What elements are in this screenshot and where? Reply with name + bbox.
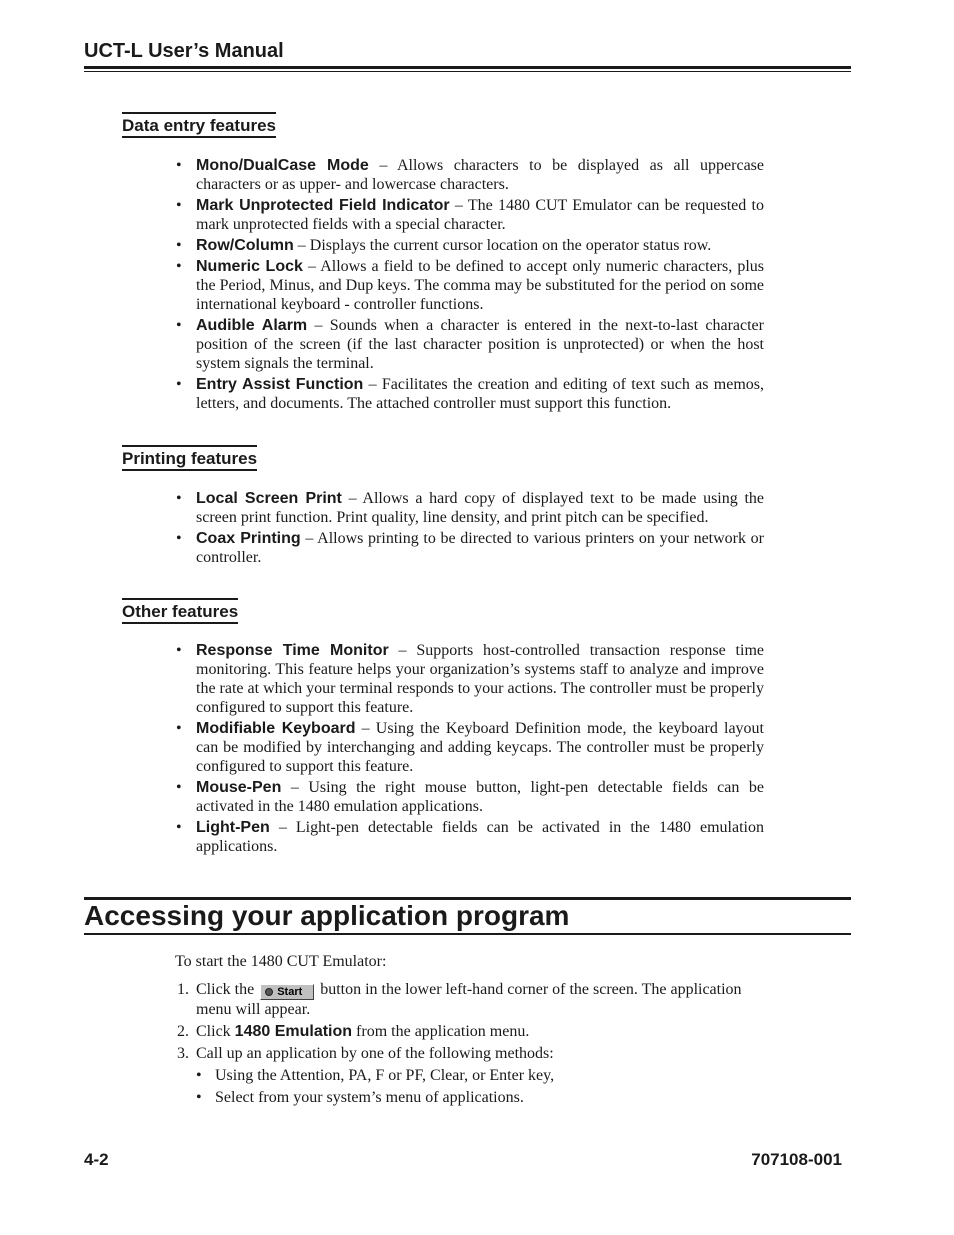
feature-term: Audible Alarm — [196, 317, 308, 334]
step-number: 2. — [177, 1023, 189, 1040]
step-item — [175, 980, 764, 1019]
section-heading-printing: Printing features — [122, 445, 257, 471]
feature-description: – Facilitates the creation and editing of text such as memos, letters, and documents. The attached controller must support this function. — [196, 376, 764, 412]
feature-description: – Sounds when a character is entered in the next-to-last character position of the screen (if the last character position is unprotected) or when the host system signals the terminal. — [196, 317, 764, 372]
feature-description: – The 1480 CUT Emulator can be requested to mark unprotected fields with a special character. — [196, 197, 765, 233]
list-item — [176, 529, 764, 567]
list-item — [176, 257, 764, 314]
feature-term: Local Screen Print — [196, 490, 342, 507]
list-item — [176, 316, 764, 373]
list-item — [176, 818, 764, 856]
step-item — [175, 1022, 764, 1041]
feature-description: – Allows a hard copy of displayed text to be made using the screen print function. Print quality, line density, and print pitch can be specified. — [196, 490, 764, 526]
section-heading-other: Other features — [122, 598, 238, 624]
list-item — [176, 375, 764, 413]
document-number: 707108-001 — [751, 1150, 842, 1169]
section-heading-data-entry: Data entry features — [122, 112, 276, 138]
feature-term: Coax Printing — [196, 530, 301, 547]
intro-text: To start the 1480 CUT Emulator: — [175, 953, 387, 970]
list-item — [176, 236, 764, 255]
method-list — [196, 1066, 764, 1107]
feature-term: Light-Pen — [196, 819, 270, 836]
feature-term: Response Time Monitor — [196, 642, 389, 659]
other-feature-list — [176, 641, 764, 858]
major-heading-rule-bottom — [84, 933, 851, 935]
feature-term: Mouse-Pen — [196, 779, 282, 796]
step-text: button in the lower left-hand corner of the screen. The application menu will appear. — [196, 981, 742, 1018]
header-rule — [84, 66, 851, 69]
step-text: Call up an application by one of the following methods: — [196, 1045, 554, 1062]
list-item — [176, 196, 764, 234]
feature-description: – Supports host-controlled transaction response time monitoring. This feature helps your organization’s systems staff to analyze and improve the rate at which your terminal responds to your actions. The controller must be properly configured to support this feature. — [196, 642, 764, 716]
step-number: 1. — [177, 981, 189, 998]
running-header: UCT-L User’s Manual — [84, 40, 284, 62]
start-button-image — [260, 984, 314, 1000]
step-item — [175, 1044, 764, 1107]
start-logo-icon — [265, 988, 273, 996]
step-text: Click — [196, 1023, 235, 1040]
data-entry-feature-list — [176, 156, 764, 415]
list-item — [176, 156, 764, 194]
printing-feature-list — [176, 489, 764, 569]
list-item: • Select from your system’s menu of applications. — [196, 1088, 764, 1107]
menu-item-name: 1480 Emulation — [234, 1023, 353, 1040]
feature-term: Row/Column — [196, 237, 294, 254]
feature-description: – Using the right mouse button, light-pen detectable fields can be activated in the 1480 emulation applications. — [196, 779, 764, 815]
list-item — [176, 489, 764, 527]
list-item — [176, 719, 764, 776]
feature-description: – Allows printing to be directed to various printers on your network or controller. — [196, 530, 764, 566]
start-button-label: Start — [277, 985, 303, 998]
feature-term: Mono/DualCase Mode — [196, 157, 369, 174]
steps-list — [175, 980, 764, 1110]
feature-term: Mark Unprotected Field Indicator — [196, 197, 450, 214]
list-item — [176, 778, 764, 816]
list-item — [176, 641, 764, 717]
feature-description: – Using the Keyboard Definition mode, the keyboard layout can be modified by interchanging and adding keycaps. The controller must be properly configured to support this feature. — [196, 720, 764, 775]
feature-description: – Allows a field to be defined to accept only numeric characters, plus the Period, Minus, and Dup keys. The comma may be substituted for the period on some international keyboard - controller functions. — [196, 258, 764, 313]
feature-description: – Displays the current cursor location on the operator status row. — [293, 237, 712, 254]
feature-description: – Light-pen detectable fields can be activated in the 1480 emulation applications. — [196, 819, 764, 855]
step-text: Click the — [196, 981, 255, 998]
feature-description: – Allows characters to be displayed as all uppercase characters or as upper- and lowercase characters. — [196, 157, 765, 193]
page-number: 4-2 — [84, 1150, 109, 1169]
feature-term: Numeric Lock — [196, 258, 303, 275]
step-text: from the application menu. — [352, 1023, 530, 1040]
feature-term: Entry Assist Function — [196, 376, 364, 393]
header-rule-thin — [84, 71, 851, 72]
step-number: 3. — [177, 1045, 189, 1062]
list-item: • Using the Attention, PA, F or PF, Clear, or Enter key, — [196, 1066, 764, 1085]
feature-term: Modifiable Keyboard — [196, 720, 356, 737]
major-heading: Accessing your application program — [84, 900, 570, 931]
